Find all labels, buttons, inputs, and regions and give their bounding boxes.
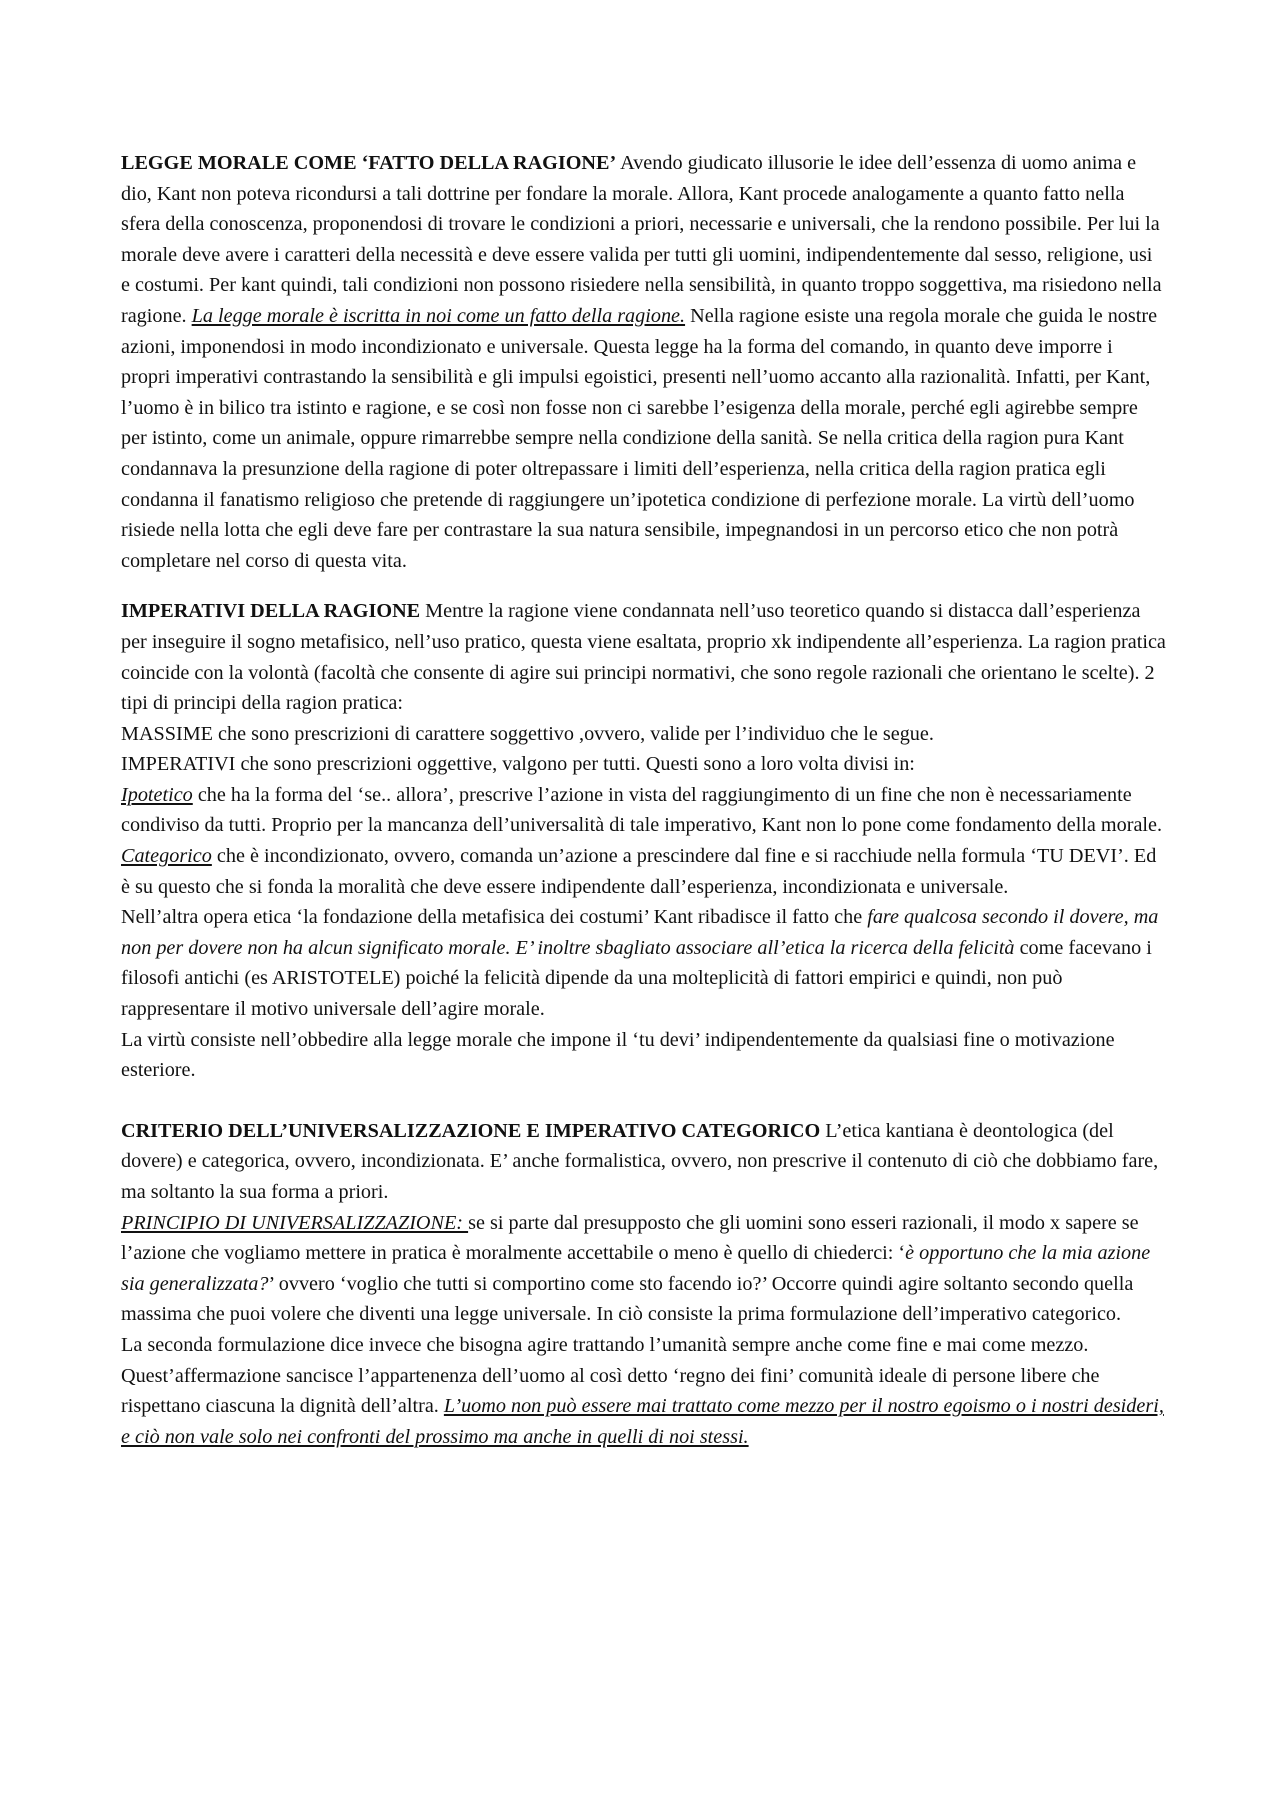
section-universalizzazione (121, 1116, 1166, 1453)
emphasis-text: La legge morale è iscritta in noi come un fatto della ragione. (191, 304, 686, 327)
paragraph-ipotetico (121, 780, 1166, 841)
paragraph-imperativi: IMPERATIVI che sono prescrizioni oggettive, valgono per tutti. Questi sono a loro volta divisi in: (121, 753, 915, 776)
section-imperativi (121, 596, 1166, 1086)
italic-text: è opportuno che la mia azione sia generalizzata? (121, 1242, 1151, 1295)
paragraph-categorico (121, 841, 1166, 902)
section-heading: LEGGE MORALE COME ‘FATTO DELLA RAGIONE’ (121, 152, 617, 174)
section-heading: CRITERIO DELL’UNIVERSALIZZAZIONE E IMPERATIVO CATEGORICO (121, 1119, 821, 1142)
paragraph-text: Mentre la ragione viene condannata nell’uso teoretico quando si distacca dall’esperienza per inseguire il sogno metafisico, nell’uso pratico, questa viene esaltata, proprio xk indipendente all’esperienza. La ragion pratica coincide con la volontà (facoltà che consente di agire sui principi normativi, che sono regole razionali che orientano le scelte). 2 tipi di principi della ragion pratica: (121, 600, 1166, 715)
paragraph-massime: MASSIME che sono prescrizioni di carattere soggettivo ,ovvero, valide per l’individuo che le segue. (121, 722, 934, 745)
paragraph-text: che ha la forma del ‘se.. allora’, prescrive l’azione in vista del raggiungimento di un fine che non è necessariamente condiviso da tutti. Proprio per la mancanza dell’universalità di tale imperativo, Kant non lo pone come fondamento della morale. (121, 783, 1163, 837)
paragraph-virtu: La virtù consiste nell’obbedire alla legge morale che impone il ‘tu devi’ indipendentemente da qualsiasi fine o motivazione esteriore. (121, 1028, 1115, 1082)
paragraph-text: che è incondizionato, ovvero, comanda un’azione a prescindere dal fine e si racchiude nella formula ‘TU DEVI’. Ed è su questo che si fonda la moralità che deve essere indipendente dall’esperienza, incondizionata e universale. (121, 845, 1157, 898)
term-label: PRINCIPIO DI UNIVERSALIZZAZIONE: (121, 1211, 469, 1234)
paragraph-text: L’etica kantiana è deontologica (del dovere) e categorica, ovvero, incondizionata. E’ anche formalistica, ovvero, non prescrive il contenuto di ciò che dobbiamo fare, ma soltanto la sua forma a priori. (121, 1119, 1159, 1203)
paragraph-universalizzazione-intro (121, 1116, 1166, 1208)
term-label: Ipotetico (121, 783, 193, 806)
paragraph-text: se si parte dal presupposto che gli uomini sono esseri razionali, il modo x sapere se l’azione che vogliamo mettere in pratica è moralmente accettabile o meno è quello di chiederci: ‘ (121, 1211, 1139, 1265)
emphasis-text: L’uomo non può essere mai trattato come mezzo per il nostro egoismo o i nostri desideri, e ciò non vale solo nei confronti del prossimo ma anche in quelli di noi stessi. (121, 1395, 1164, 1448)
paragraph-text: come facevano i filosofi antichi (es ARISTOTELE) poiché la felicità dipende da una molteplicità di fattori empirici e quindi, non può rappresentare il motivo universale dell’agire morale. (121, 936, 1152, 1021)
paragraph-text: ’ ovvero ‘voglio che tutti si comportino come sto facendo io?’ Occorre quindi agire soltanto secondo quella massima che puoi volere che diventi una legge universale. In ciò consiste la prima formulazione dell’imperativo categorico. (121, 1272, 1134, 1326)
paragraph-principio (121, 1208, 1166, 1330)
paragraph-legge-morale (121, 148, 1166, 576)
section-legge-morale (121, 148, 1166, 576)
paragraph-text: La seconda formulazione dice invece che bisogna agire trattando l’umanità sempre anche come fine e mai come mezzo. Quest’affermazione sancisce l’appartenenza dell’uomo al così detto ‘regno dei fini’ comunità ideale di persone libere che rispettano ciascuna la dignità dell’altra. (121, 1333, 1100, 1418)
paragraph-text: Nell’altra opera etica ‘la fondazione della metafisica dei costumi’ Kant ribadisce il fatto che (121, 906, 868, 929)
paragraph-text: Avendo giudicato illusorie le idee dell’essenza di uomo anima e dio, Kant non poteva ricondursi a tali dottrine per fondare la morale. Allora, Kant procede analogamente a quanto fatto nella sfera della conoscenza, proponendosi di trovare le condizioni a priori, necessarie e universali, che la rendono possibile. Per lui la morale deve avere i caratteri della necessità e deve essere valida per tutti gli uomini, indipendentemente dal sesso, religione, usi e costumi. Per kant quindi, tali condizioni non possono risiedere nella sensibilità, in quanto troppo soggettiva, ma risiedono nella ragione. (121, 152, 1162, 327)
paragraph-seconda-formulazione (121, 1330, 1166, 1452)
document-page (121, 148, 1166, 1452)
italic-text: fare qualcosa secondo il dovere, ma non per dovere non ha alcun significato morale. E’ inoltre sbagliato associare all’etica la ricerca della felicità (121, 906, 1159, 959)
paragraph-imperativi-intro (121, 596, 1166, 718)
section-heading: IMPERATIVI DELLA RAGIONE (121, 600, 421, 623)
paragraph-text: Nella ragione esiste una regola morale che guida le nostre azioni, imponendosi in modo incondizionato e universale. Questa legge ha la forma del comando, in quanto deve imporre i propri imperativi contrastando la sensibilità e gli impulsi egoistici, presenti nell’uomo accanto alla razionalità. Infatti, per Kant, l’uomo è in bilico tra istinto e ragione, e se così non fosse non ci sarebbe l’esigenza della morale, perché egli agirebbe sempre per istinto, come un animale, oppure rimarrebbe sempre nella condizione della sanità. Se nella critica della ragion pura Kant condannava la presunzione della ragione di poter oltrepassare i limiti dell’esperienza, nella critica della ragion pratica egli condanna il fanatismo religioso che pretende di raggiungere un’ipotetica condizione di perfezione morale. La virtù dell’uomo risiede nella lotta che egli deve fare per contrastare la sua natura sensibile, impegnandosi in un percorso etico che non potrà completare nel corso di questa vita. (121, 304, 1158, 572)
paragraph-fondazione (121, 902, 1166, 1024)
term-label: Categorico (121, 845, 212, 868)
